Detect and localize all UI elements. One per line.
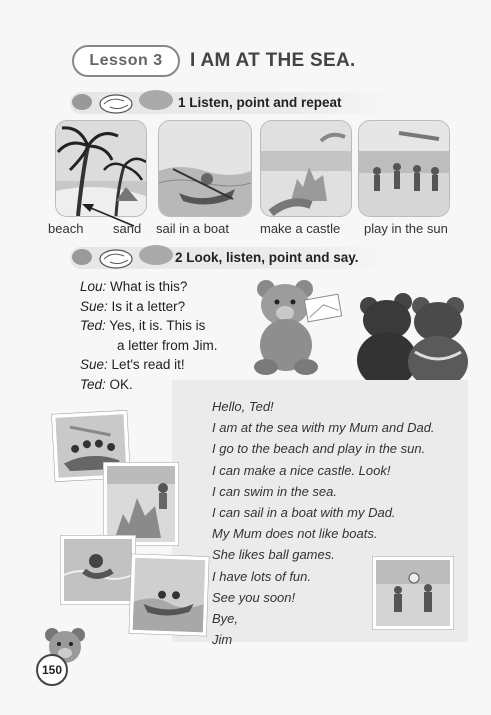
letter-line: She likes ball games. [212, 547, 335, 563]
letter-line: Jim [212, 632, 233, 648]
speech-bubble-icon [68, 241, 176, 273]
speaker: Sue: [80, 298, 108, 314]
dialogue-line: Sue: Let's read it! [80, 357, 185, 372]
page-number: 150 [36, 654, 68, 686]
dialogue-line: Ted: Yes, it is. This is [80, 318, 206, 333]
section-1-label: 1 Listen, point and repeat [178, 95, 342, 110]
letter-line: I am at the sea with my Mum and Dad. [212, 420, 435, 436]
lesson-label: Lesson 3 [89, 52, 163, 69]
letter-line: I can make a nice castle. Look! [212, 462, 391, 478]
letter-line: Bye, [212, 611, 239, 627]
speaker: Ted: [80, 318, 106, 333]
letter-line: I can swim in the sea. [212, 483, 337, 499]
letter-line: Hello, Ted! [212, 399, 274, 414]
letter-line: I can sail in a boat with my Dad. [212, 505, 396, 521]
lesson-badge [72, 45, 180, 77]
caption-sail-in-a-boat: sail in a boat [156, 221, 229, 236]
speaker: Sue: [80, 357, 108, 372]
speaker: Lou: [80, 279, 107, 294]
caption-play-in-the-sun: play in the sun [364, 221, 448, 236]
caption-beach: beach [48, 221, 84, 236]
letter-line: I go to the beach and play in the sun. [212, 441, 426, 457]
dialogue-line: Lou: What is this? [80, 279, 188, 294]
swim-photo [60, 535, 136, 605]
ball-game-photo [372, 556, 454, 630]
letter-line: I have lots of fun. [212, 568, 312, 584]
speech-bubble-icon [68, 86, 176, 118]
letter-line: My Mum does not like boats. [212, 526, 378, 542]
dialogue-line: a letter from Jim. [117, 337, 218, 353]
teddy-bear-with-letter-picture [246, 275, 346, 375]
two-bears-picture [355, 292, 470, 388]
caption-make-a-castle: make a castle [260, 221, 341, 236]
dad-boat-photo [129, 554, 210, 637]
sand-castle-picture [260, 120, 352, 217]
caption-sand: sand [113, 221, 142, 236]
lesson-title: I AM AT THE SEA. [190, 50, 356, 71]
dialogue-line: Sue: Is it a letter? [80, 298, 186, 314]
dialogue-line: Ted: OK. [80, 376, 133, 392]
play-in-sun-picture [358, 120, 450, 217]
dialogue [80, 277, 218, 394]
sail-boat-picture [158, 120, 252, 217]
speaker: Ted: [80, 376, 106, 392]
section-2-label: 2 Look, listen, point and say. [175, 250, 359, 265]
letter-line: See you soon! [212, 589, 296, 605]
castle-photo [103, 462, 179, 546]
